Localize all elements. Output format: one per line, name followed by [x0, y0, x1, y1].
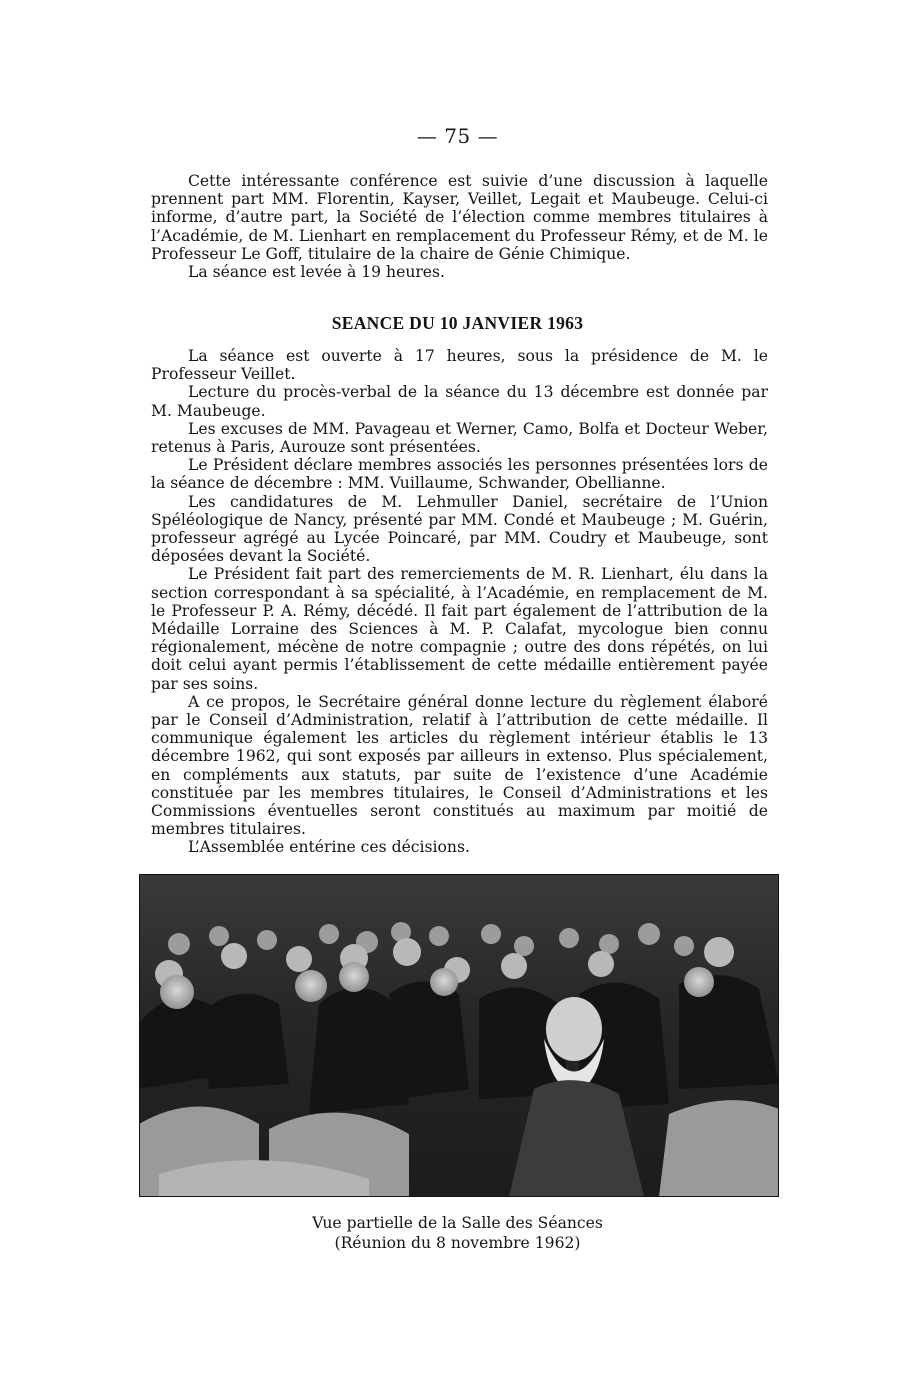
- section-body: [151, 347, 768, 857]
- intro-text: [151, 172, 768, 281]
- paragraph: Le Président déclare membres associés les personnes présentées lors de la séance de décembre : MM. Vuillaume, Schwander, Obellianne.: [151, 456, 768, 493]
- paragraph: Les candidatures de M. Lehmuller Daniel, secrétaire de l’Union Spéléologique de Nancy, présenté par MM. Condé et Maubeuge ; M. Guérin, professeur agrégé au Lycée Poincaré, par MM. Coudry et Maubeuge, sont déposées devant la Société.: [151, 492, 768, 566]
- section-heading: SEANCE DU 10 JANVIER 1963: [331, 313, 584, 333]
- paragraph: Les excuses de MM. Pavageau et Werner, Camo, Bolfa et Docteur Weber, retenus à Paris, Aurouze sont présentées.: [151, 419, 768, 457]
- meeting-room-photo: [139, 874, 779, 1197]
- page-number: — 75 —: [416, 124, 499, 148]
- paragraph: L’Assemblée entérine ces décisions.: [188, 838, 470, 857]
- paragraph: A ce propos, le Secrétaire général donne lecture du règlement élaboré par le Conseil d’Administration, relatif à l’attribution de cette médaille. Il communique également les articles du règlement intérieur établis le 13 décembre 1962, qui sont exposés par ailleurs in extenso. Plus spécialement, en compléments aux statuts, par suite de l’existence d’une Académie constituée par les membres titulaires, le Conseil d’Administrations et les Commissions éventuelles seront constitués au maximum par moitié de membres titulaires.: [151, 692, 768, 839]
- paragraph: La séance est levée à 19 heures.: [188, 263, 445, 282]
- caption-line: (Réunion du 8 novembre 1962): [334, 1234, 581, 1252]
- paragraph: Le Président fait part des remerciements de M. R. Lienhart, élu dans la section correspondant à sa spécialité, à l’Académie, en remplacement de M. le Professeur P. A. Rémy, décédé. Il fait part également de l’attribution de la Médaille Lorraine des Sciences à M. P. Calafat, mycologue bien connu régionalement, mécène de notre compagnie ; outre des dons répétés, on lui doit celui ayant permis l’établissement de cette médaille entièrement payée par ses soins.: [151, 565, 768, 693]
- paragraph: Cette intéressante conférence est suivie d’une discussion à laquelle prennent part MM. Florentin, Kayser, Veillet, Legait et Maubeuge. Celui-ci informe, d’autre part, la Société de l’élection comme membres titulaires à l’Académie, de M. Lienhart en remplacement du Professeur Rémy, et de M. le Professeur Le Goff, titulaire de la chaire de Génie Chimique.: [151, 172, 768, 263]
- figure-caption: [0, 1213, 915, 1253]
- paragraph: La séance est ouverte à 17 heures, sous la présidence de M. le Professeur Veillet.: [151, 347, 768, 384]
- caption-line: Vue partielle de la Salle des Séances: [312, 1214, 603, 1232]
- paragraph: Lecture du procès-verbal de la séance du 13 décembre est donnée par M. Maubeuge.: [151, 383, 768, 420]
